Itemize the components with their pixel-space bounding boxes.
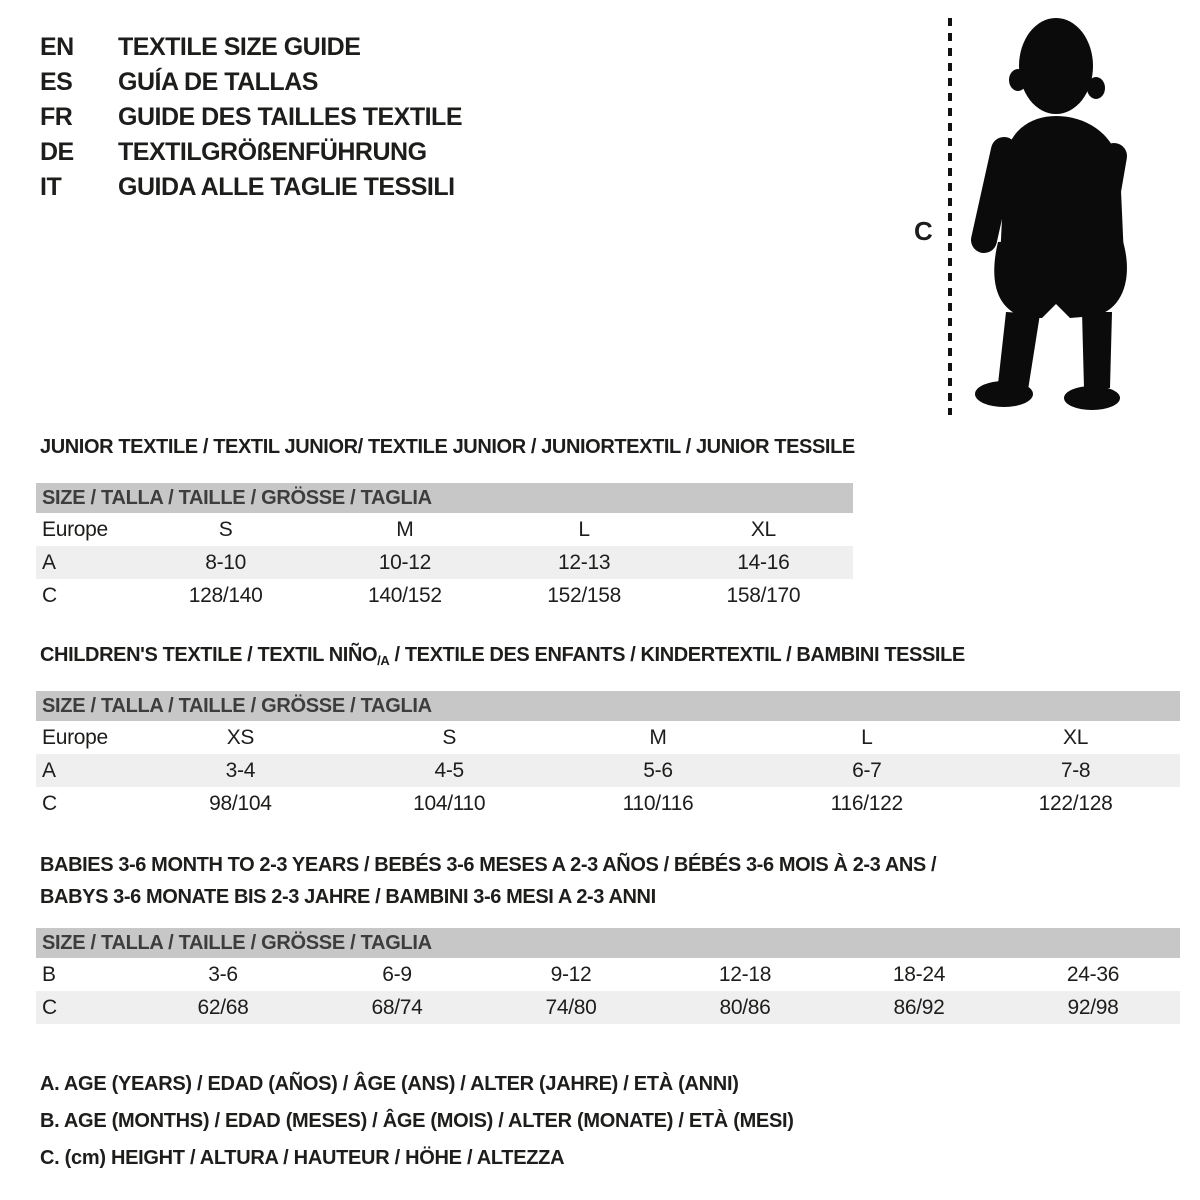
- table-body: [36, 958, 1180, 1024]
- table-cell: 128/140: [188, 583, 263, 607]
- table-cell: 74/80: [545, 995, 597, 1019]
- legend-line-c: C. (cm) HEIGHT / ALTURA / HAUTEUR / HÖHE / ALTEZZA: [40, 1147, 565, 1169]
- title-text: / TEXTILE DES ENFANTS / KINDERTEXTIL / BAMBINI TESSILE: [389, 644, 965, 666]
- title-line-1: BABIES 3-6 MONTH TO 2-3 YEARS / BEBÉS 3-6 MESES A 2-3 AÑOS / BÉBÉS 3-6 MOIS À 2-3 ANS /: [40, 854, 937, 876]
- table-cell: L: [578, 517, 590, 541]
- height-measure-figure: [900, 10, 1140, 422]
- table-row: [36, 754, 1180, 787]
- table-cell: S: [218, 517, 233, 541]
- table-cell: 3-4: [225, 758, 256, 782]
- row-label: Europe: [42, 725, 108, 749]
- title-text: CHILDREN'S TEXTILE / TEXTIL NIÑO: [40, 644, 378, 666]
- legend-line-b: B. AGE (MONTHS) / EDAD (MESES) / ÂGE (MOIS) / ALTER (MONATE) / ETÀ (MESI): [40, 1110, 794, 1132]
- measure-label-c: C: [914, 216, 933, 246]
- language-row: [40, 170, 462, 205]
- table-header: SIZE / TALLA / TAILLE / GRÖSSE / TAGLIA: [36, 691, 1180, 721]
- language-code: FR: [40, 103, 73, 131]
- table-row: [36, 513, 853, 546]
- table-cell: 3-6: [208, 962, 238, 986]
- table-cell: 86/92: [893, 995, 945, 1019]
- table-row: [36, 721, 1180, 754]
- table-cell: 6-9: [382, 962, 412, 986]
- language-label: GUIDE DES TAILLES TEXTILE: [118, 103, 463, 131]
- row-label: A: [42, 550, 56, 574]
- row-label: A: [42, 758, 56, 782]
- table-cell: 9-12: [550, 962, 592, 986]
- language-label: GUÍA DE TALLAS: [118, 68, 318, 96]
- language-code: DE: [40, 138, 74, 166]
- table-cell: 98/104: [209, 791, 272, 815]
- table-row: [36, 579, 853, 612]
- language-label: GUIDA ALLE TAGLIE TESSILI: [118, 173, 455, 201]
- row-label: C: [42, 583, 57, 607]
- table-cell: 68/74: [371, 995, 423, 1019]
- table-cell: 62/68: [197, 995, 249, 1019]
- table-cell: 110/116: [622, 791, 694, 815]
- table-cell: 18-24: [892, 962, 946, 986]
- language-code: ES: [40, 68, 73, 96]
- table-body: [36, 721, 1180, 820]
- table-cell: 12-18: [718, 962, 772, 986]
- language-row: [40, 100, 462, 135]
- section-title-junior: JUNIOR TEXTILE / TEXTIL JUNIOR/ TEXTILE JUNIOR / JUNIORTEXTIL / JUNIOR TESSILE: [40, 436, 855, 458]
- table-cell: 4-5: [434, 758, 464, 782]
- row-label: Europe: [42, 517, 108, 541]
- table-cell: 80/86: [719, 995, 771, 1019]
- table-row: [36, 958, 1180, 991]
- title-sub-text: /A: [377, 653, 390, 668]
- table-cell: 104/110: [413, 791, 486, 815]
- table-cell: 12-13: [558, 550, 611, 574]
- table-cell: 7-8: [1060, 758, 1091, 782]
- row-label: C: [42, 791, 57, 815]
- table-cell: 14-16: [737, 550, 790, 574]
- table-cell: 158/170: [726, 583, 801, 607]
- table-row: [36, 991, 1180, 1024]
- table-cell: 24-36: [1066, 962, 1120, 986]
- language-code: EN: [40, 33, 74, 61]
- language-row: [40, 65, 462, 100]
- language-label: TEXTILGRÖßENFÜHRUNG: [118, 138, 427, 166]
- language-code: IT: [40, 173, 62, 201]
- legend-line-a: A. AGE (YEARS) / EDAD (AÑOS) / ÂGE (ANS) / ALTER (JAHRE) / ETÀ (ANNI): [40, 1073, 739, 1095]
- language-row: [40, 30, 462, 65]
- table-cell: XL: [750, 517, 776, 541]
- table-cell: 122/128: [1038, 791, 1113, 815]
- table-cell: 140/152: [367, 583, 442, 607]
- table-cell: 8-10: [205, 550, 247, 574]
- table-cell: 152/158: [547, 583, 622, 607]
- legend-block: [40, 1066, 794, 1177]
- section-title-babies: [40, 849, 936, 913]
- row-label: B: [42, 962, 56, 986]
- language-label: TEXTILE SIZE GUIDE: [118, 33, 361, 61]
- table-row: [36, 787, 1180, 820]
- table-cell: 10-12: [378, 550, 431, 574]
- row-label: C: [42, 995, 57, 1019]
- section-title-children: [40, 644, 965, 668]
- babies-size-table: [36, 928, 1180, 1024]
- title-line-2: BABYS 3-6 MONATE BIS 2-3 JAHRE / BAMBINI 3-6 MESI A 2-3 ANNI: [40, 886, 656, 908]
- table-header: SIZE / TALLA / TAILLE / GRÖSSE / TAGLIA: [36, 483, 853, 513]
- table-header: SIZE / TALLA / TAILLE / GRÖSSE / TAGLIA: [36, 928, 1180, 958]
- table-cell: M: [649, 725, 667, 749]
- language-guide-block: [40, 30, 462, 205]
- table-cell: XS: [226, 725, 255, 749]
- language-row: [40, 135, 462, 170]
- table-cell: S: [442, 725, 457, 749]
- toddler-silhouette: [900, 10, 1140, 422]
- table-cell: XL: [1063, 725, 1089, 749]
- table-cell: 5-6: [643, 758, 673, 782]
- table-body: [36, 513, 853, 612]
- table-cell: 92/98: [1067, 995, 1119, 1019]
- children-size-table: [36, 691, 1180, 820]
- table-cell: 116/122: [830, 791, 903, 815]
- table-cell: M: [396, 517, 414, 541]
- junior-size-table: [36, 483, 853, 612]
- table-cell: L: [861, 725, 873, 749]
- table-cell: 6-7: [852, 758, 882, 782]
- table-row: [36, 546, 853, 579]
